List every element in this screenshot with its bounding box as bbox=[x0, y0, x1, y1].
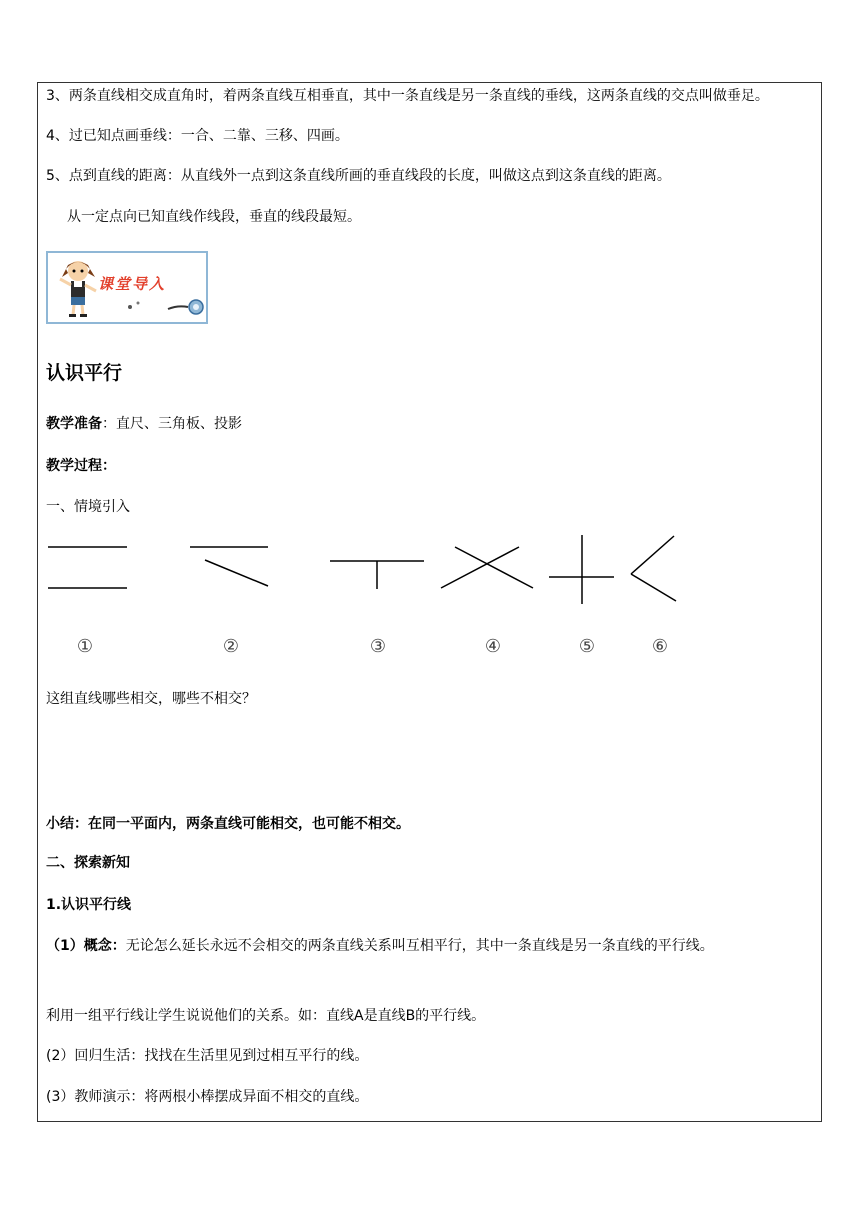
arrow-icon bbox=[108, 293, 208, 323]
figure-6 bbox=[631, 536, 676, 601]
figure-label-2: ② bbox=[222, 636, 240, 657]
lesson-intro-banner bbox=[46, 251, 208, 324]
subsection-title: 1.认识平行线 bbox=[46, 897, 132, 913]
example-text: 利用一组平行线让学生说说他们的关系。如：直线A是直线B的平行线。 bbox=[46, 1008, 486, 1024]
cartoon-girl-icon bbox=[54, 255, 104, 321]
teaching-process-label: 教学过程： bbox=[46, 458, 116, 474]
concept-text: 无论怎么延长永远不会相交的两条直线关系叫互相平行，其中一条直线是另一条直线的平行线。 bbox=[125, 938, 714, 954]
line-figures bbox=[40, 530, 700, 660]
summary-text: 小结：在同一平面内，两条直线可能相交，也可能不相交。 bbox=[46, 816, 410, 832]
figure-label-4: ④ bbox=[484, 636, 502, 657]
figure-1 bbox=[48, 547, 127, 588]
text-line-6: 从一定点向已知直线作线段，垂直的线段最短。 bbox=[67, 209, 361, 225]
concept-paragraph bbox=[46, 933, 816, 960]
figure-5 bbox=[549, 535, 614, 604]
question-text: 这组直线哪些相交，哪些不相交？ bbox=[46, 691, 256, 707]
banner-title: 课堂导入 bbox=[98, 275, 167, 293]
figure-2 bbox=[190, 547, 268, 586]
figure-label-6: ⑥ bbox=[651, 636, 669, 657]
page-title: 认识平行 bbox=[46, 362, 123, 384]
figure-label-3: ③ bbox=[369, 636, 387, 657]
figure-4 bbox=[441, 547, 533, 588]
figure-label-5: ⑤ bbox=[578, 636, 596, 657]
text-line-5: 5、点到直线的距离：从直线外一点到这条直线所画的垂直线段的长度，叫做这点到这条直线的距离。 bbox=[46, 168, 671, 184]
life-text: (2）回归生活：找找在生活里见到过相互平行的线。 bbox=[46, 1048, 369, 1064]
teaching-prep bbox=[46, 414, 242, 434]
text-line-4: 4、过已知点画垂线：一合、二靠、三移、四画。 bbox=[46, 128, 349, 144]
teaching-prep-label: 教学准备 bbox=[46, 416, 102, 432]
concept-label: （1）概念： bbox=[46, 938, 126, 954]
figure-3 bbox=[330, 561, 424, 589]
demo-text: (3）教师演示：将两根小棒摆成异面不相交的直线。 bbox=[46, 1089, 369, 1105]
text-line-3: 3、两条直线相交成直角时，着两条直线互相垂直，其中一条直线是另一条直线的垂线，这两条直线的交点叫做垂足。 bbox=[46, 88, 769, 104]
section-two-title: 二、探索新知 bbox=[46, 855, 130, 871]
figure-label-1: ① bbox=[76, 636, 94, 657]
teaching-prep-text: ：直尺、三角板、投影 bbox=[102, 416, 242, 432]
section-one-title: 一、情境引入 bbox=[46, 499, 130, 515]
